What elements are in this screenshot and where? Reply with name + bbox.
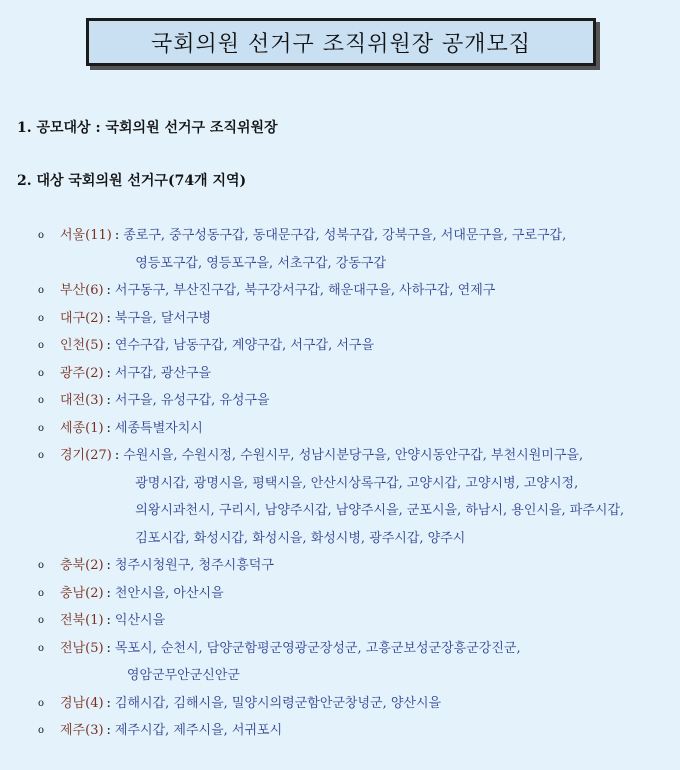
district-line: 영암군무안군신안군 <box>126 668 240 683</box>
region-item <box>38 387 668 415</box>
region-separator: : <box>106 283 111 298</box>
region-name: 대구(2) <box>60 310 104 326</box>
bullet-icon: o <box>38 422 45 434</box>
district-line: 제주시갑, 제주시을, 서귀포시 <box>114 723 283 738</box>
region-districts <box>115 635 668 690</box>
district-line: 청주시청원구, 청주시흥덕구 <box>114 558 274 573</box>
bullet-icon: o <box>38 340 45 351</box>
bullet-icon: o <box>38 395 45 406</box>
region-districts <box>123 222 668 277</box>
region-separator: : <box>106 585 111 601</box>
region-name: 대전(3) <box>60 393 104 408</box>
bullet-icon: o <box>38 230 45 241</box>
region-name: 인천(5) <box>60 338 104 353</box>
region-separator: : <box>106 393 111 408</box>
region-districts <box>115 690 668 718</box>
region-districts <box>123 442 668 552</box>
region-name: 경기(27) <box>60 448 112 463</box>
district-line: 천안시을, 아산시을 <box>114 585 224 601</box>
bullet-icon: o <box>38 697 45 709</box>
region-separator: : <box>114 448 120 463</box>
region-name: 충남(2) <box>60 585 104 601</box>
region-name: 제주(3) <box>60 723 104 738</box>
region-name: 세종(1) <box>60 420 104 436</box>
district-line: 종로구, 중구성동구갑, 동대문구갑, 성북구갑, 강북구을, 서대문구을, 구로구갑, <box>123 228 567 243</box>
region-item <box>38 222 668 277</box>
region-separator: : <box>106 365 111 381</box>
region-districts <box>115 277 668 305</box>
region-separator: : <box>106 310 111 326</box>
region-item <box>38 635 668 690</box>
region-districts <box>115 305 668 333</box>
district-line: 서구동구, 부산진구갑, 북구강서구갑, 해운대구을, 사하구갑, 연제구 <box>114 283 496 298</box>
region-name: 경남(4) <box>60 695 104 711</box>
district-line: 연수구갑, 남동구갑, 계양구갑, 서구갑, 서구을 <box>114 338 375 353</box>
title-box <box>86 18 596 66</box>
district-line: 목포시, 순천시, 담양군함평군영광군장성군, 고흥군보성군장흥군강진군, <box>114 640 521 656</box>
district-line: 김해시갑, 김해시을, 밀양시의령군함안군창녕군, 양산시을 <box>114 695 442 711</box>
region-districts <box>115 552 668 580</box>
region-item <box>38 607 668 635</box>
region-districts <box>115 387 668 415</box>
region-districts <box>115 332 668 360</box>
region-name: 전남(5) <box>60 640 104 656</box>
bullet-icon: o <box>38 560 45 571</box>
region-item <box>38 360 668 388</box>
region-name: 충북(2) <box>60 558 104 573</box>
region-separator: : <box>106 420 111 436</box>
region-separator: : <box>106 338 111 353</box>
district-line: 북구을, 달서구병 <box>114 310 212 326</box>
district-line: 영등포구갑, 영등포구을, 서초구갑, 강동구갑 <box>135 255 387 271</box>
bullet-icon: o <box>38 285 45 296</box>
region-item <box>38 580 668 608</box>
district-line: 세종특별자치시 <box>114 420 203 436</box>
district-line: 서구을, 유성구갑, 유성구을 <box>114 393 270 408</box>
region-separator: : <box>106 613 111 628</box>
bullet-icon: o <box>38 615 45 626</box>
region-item <box>38 442 668 552</box>
region-districts <box>115 607 668 635</box>
bullet-icon: o <box>38 587 45 599</box>
bullet-icon: o <box>38 450 45 461</box>
bullet-icon: o <box>38 367 45 379</box>
region-separator: : <box>106 723 111 738</box>
region-item <box>38 552 668 580</box>
district-line: 김포시갑, 화성시갑, 화성시을, 화성시병, 광주시갑, 양주시 <box>135 530 466 546</box>
bullet-icon: o <box>38 312 45 324</box>
region-item <box>38 277 668 305</box>
bullet-icon: o <box>38 725 45 736</box>
district-line: 의왕시과천시, 구리시, 남양주시갑, 남양주시을, 군포시을, 하남시, 용인시을, 파주시갑, <box>135 503 625 518</box>
region-districts <box>115 360 668 388</box>
page-title: 국회의원 선거구 조직위원장 공개모집 <box>150 31 531 57</box>
district-line: 수원시을, 수원시정, 수원시무, 성남시분당구을, 안양시동안구갑, 부천시원미구을, <box>123 448 584 463</box>
bullet-icon: o <box>38 642 45 654</box>
region-districts <box>115 580 668 608</box>
section-2-heading: 2. 대상 국회의원 선거구(74개 지역) <box>17 173 247 189</box>
district-line: 익산시을 <box>114 613 166 628</box>
region-separator: : <box>106 695 111 711</box>
region-districts <box>115 415 668 443</box>
region-separator: : <box>106 640 111 656</box>
section-1-heading: 1. 공모대상 : 국회의원 선거구 조직위원장 <box>17 120 278 136</box>
region-item <box>38 332 668 360</box>
region-item <box>38 415 668 443</box>
region-districts <box>115 717 668 745</box>
region-item <box>38 305 668 333</box>
region-item <box>38 690 668 718</box>
district-line: 서구갑, 광산구을 <box>114 365 212 381</box>
region-name: 광주(2) <box>60 365 104 381</box>
region-name: 전북(1) <box>60 613 104 628</box>
region-name: 부산(6) <box>60 283 104 298</box>
district-line: 광명시갑, 광명시을, 평택시을, 안산시상록구갑, 고양시갑, 고양시병, 고양시정, <box>135 475 579 491</box>
region-separator: : <box>106 558 111 573</box>
region-item <box>38 717 668 745</box>
region-separator: : <box>114 228 120 243</box>
region-name: 서울(11) <box>60 228 112 243</box>
